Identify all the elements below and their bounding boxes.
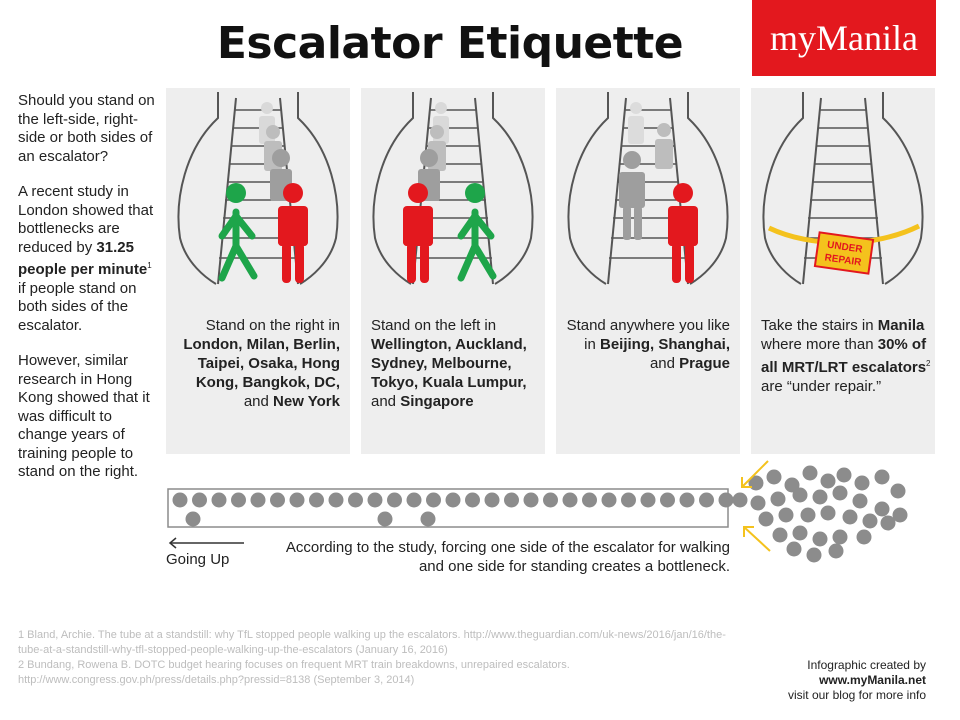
person-dot [660, 493, 675, 508]
credit-line: Infographic created by [807, 658, 926, 672]
person-dot [829, 544, 844, 559]
person-dot [465, 493, 480, 508]
credit-block [760, 658, 926, 703]
person-dot [767, 470, 782, 485]
credit-line: visit our blog for more info [787, 688, 926, 702]
person-dot [173, 493, 188, 508]
escalator-illustration [751, 88, 935, 308]
person-dot [833, 486, 848, 501]
under-repair-sign-icon [815, 232, 873, 273]
person-dot [773, 528, 788, 543]
panel-take-stairs [751, 88, 935, 454]
person-dot [853, 494, 868, 509]
person-dot [801, 508, 816, 523]
person-dot [543, 493, 558, 508]
person-dot [813, 532, 828, 547]
person-dot [733, 493, 748, 508]
person-dot [751, 496, 766, 511]
person-dot [309, 493, 324, 508]
person-dot [779, 508, 794, 523]
person-dot [875, 470, 890, 485]
person-dot [759, 512, 774, 527]
credit-link[interactable]: www.myManila.net [819, 673, 926, 687]
panel-caption: Take the stairs in Manila where more than 30% of all MRT/LRT escalators$^2$ are “under repair.” [761, 317, 931, 395]
person-dot [270, 493, 285, 508]
person-dot [421, 512, 436, 527]
escalator-illustration [556, 88, 740, 308]
footnotes [18, 628, 738, 688]
person-dot [192, 493, 207, 508]
person-dot [485, 493, 500, 508]
person-dot [563, 493, 578, 508]
person-dot [329, 493, 344, 508]
panel-stand-left [361, 88, 545, 454]
person-dot [881, 516, 896, 531]
person-dot [821, 506, 836, 521]
person-dot [875, 502, 890, 517]
repair-sign-line1: UNDER [826, 239, 864, 256]
person-dot [426, 493, 441, 508]
mymanila-logo[interactable]: myManila [752, 0, 936, 76]
page-title: Escalator Etiquette [216, 18, 684, 69]
person-dot [833, 530, 848, 545]
going-up-label: Going Up [166, 551, 230, 568]
panel-stand-anywhere [556, 88, 740, 454]
person-dot [524, 493, 539, 508]
person-dot [621, 493, 636, 508]
person-dot [821, 474, 836, 489]
footnote: 1 Bland, Archie. The tube at a standstill: why TfL stopped people walking up the escalators. http://www.theguardian.com/uk-news/2016/jan/16/the-tube-at-a-standstill-why-tfl-stopped-people-walking-up-the-escalators (January 16, 2016) [18, 629, 726, 656]
person-dot [387, 493, 402, 508]
person-dot [582, 493, 597, 508]
panel-caption: Stand anywhere you like in Beijing, Shanghai, and Prague [566, 317, 730, 372]
escalator-illustration [361, 88, 545, 308]
person-dot [186, 512, 201, 527]
person-dot [803, 466, 818, 481]
person-dot [602, 493, 617, 508]
person-dot [771, 492, 786, 507]
escalator-illustration [166, 88, 350, 308]
person-dot [680, 493, 695, 508]
intro-text [18, 92, 158, 499]
person-dot [212, 493, 227, 508]
panel-caption: Stand on the right in London, Milan, Berlin, Taipei, Osaka, Hong Kong, Bangkok, DC, and New York [183, 317, 340, 410]
going-up-arrow-icon [170, 538, 244, 548]
person-dot [348, 493, 363, 508]
red-stander-icon [668, 183, 698, 283]
person-dot [855, 476, 870, 491]
person-dot [813, 490, 828, 505]
person-dot [857, 530, 872, 545]
person-dot [891, 484, 906, 499]
person-dot [290, 493, 305, 508]
intro-hongkong: However, similar research in Hong Kong showed that it was difficult to change years of training people to stand on the right. [18, 352, 150, 480]
bottleneck-caption: According to the study, forcing one side of the escalator for walking and one side for standing creates a bottleneck. [285, 539, 730, 575]
person-dot [843, 510, 858, 525]
person-dot [863, 514, 878, 529]
person-dot [641, 493, 656, 508]
person-dot [407, 493, 422, 508]
person-dot [251, 493, 266, 508]
person-dot [699, 493, 714, 508]
person-dot [231, 493, 246, 508]
green-walker-icon [461, 183, 493, 278]
intro-study: A recent study in London showed that bottlenecks are reduced by 31.25 people per minute$^1$ if people stand on both sides of the escalator. [18, 183, 154, 334]
person-dot [378, 512, 393, 527]
person-dot [787, 542, 802, 557]
panel-stand-right [166, 88, 350, 454]
person-dot [446, 493, 461, 508]
person-dot [368, 493, 383, 508]
intro-question: Should you stand on the left-side, right-side or both sides of an escalator? [18, 92, 155, 165]
person-dot [504, 493, 519, 508]
person-dot [793, 488, 808, 503]
person-dot [719, 493, 734, 508]
person-dot [837, 468, 852, 483]
person-dot [793, 526, 808, 541]
repair-sign-line2: REPAIR [823, 252, 863, 269]
footnote: 2 Bundang, Rowena B. DOTC budget hearing focuses on frequent MRT train breakdowns, unrepaired escalators. http://www.congress.gov.ph/press/details.php?pressid=8138 (September 3, 2014) [18, 659, 570, 686]
person-dot [807, 548, 822, 563]
panel-caption: Stand on the left in Wellington, Auckland, Sydney, Melbourne, Tokyo, Kuala Lumpur, and Singapore [371, 317, 527, 410]
